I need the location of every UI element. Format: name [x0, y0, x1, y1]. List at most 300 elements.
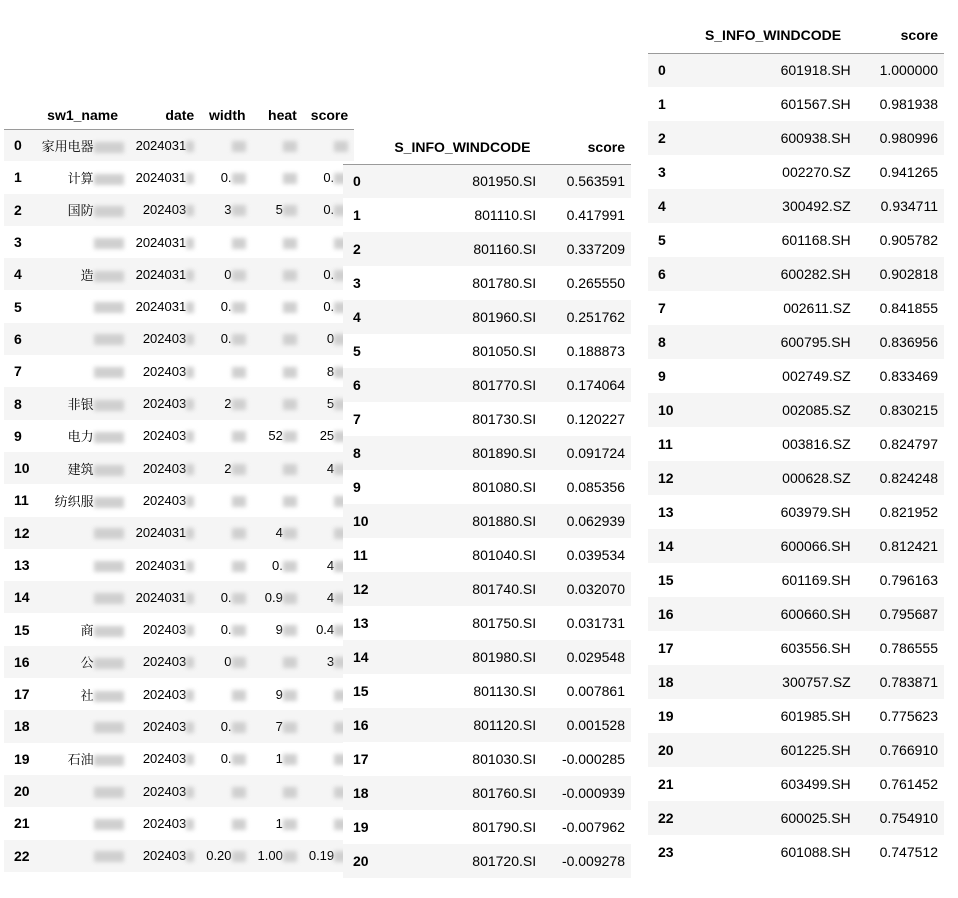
- row-index: 2: [353, 241, 361, 257]
- width-cell: 0.: [200, 161, 251, 193]
- redaction-mark: [186, 431, 194, 442]
- score-cell: 0.251762: [566, 309, 625, 325]
- score-cell: 0.563591: [566, 173, 625, 190]
- row-index: 14: [658, 538, 674, 554]
- windcode-cell: 801080.SI: [472, 479, 537, 495]
- table-row: [343, 640, 631, 674]
- table-row: [4, 226, 354, 258]
- redaction-mark: [232, 722, 246, 733]
- redaction-mark: [283, 238, 297, 249]
- heat-cell: 1: [252, 743, 303, 775]
- date-cell: 202403: [130, 775, 201, 807]
- width-cell: 0.: [200, 710, 251, 742]
- table-header-row: [343, 131, 631, 164]
- sector-name-cell: [36, 840, 130, 872]
- table-row: [343, 674, 631, 708]
- row-index: 9: [353, 479, 361, 495]
- width-cell: 0.: [200, 581, 251, 613]
- width-cell: 0.: [200, 290, 251, 322]
- sector-name-cell: 家用电器: [36, 129, 130, 161]
- row-index: 10: [353, 513, 369, 529]
- date-cell: 202403: [130, 355, 201, 387]
- redaction-mark: [94, 271, 124, 282]
- windcode-cell: 801740.SI: [472, 581, 537, 597]
- redaction-mark: [232, 205, 246, 216]
- row-index: 12: [658, 470, 674, 486]
- date-cell: 2024031: [130, 290, 201, 322]
- row-index: 22: [658, 810, 674, 826]
- heat-cell: 0.9: [252, 581, 303, 613]
- row-index: 15: [658, 572, 674, 588]
- windcode-cell: 801790.SI: [472, 819, 537, 835]
- redaction-mark: [94, 497, 124, 508]
- row-index: 19: [14, 750, 30, 767]
- table-row: [343, 776, 631, 810]
- row-index: 16: [14, 653, 30, 670]
- row-index: 8: [353, 445, 361, 461]
- table-row: [4, 161, 354, 193]
- score-cell: 0.4: [303, 613, 354, 645]
- redaction-mark: [94, 238, 124, 249]
- sector-name-cell: 商: [36, 613, 130, 645]
- date-cell: 202403: [130, 613, 201, 645]
- width-cell: 0.: [200, 323, 251, 355]
- table-header-row: [4, 101, 354, 129]
- score-cell: -0.007962: [561, 819, 625, 835]
- score-cell: 0.031731: [566, 615, 625, 631]
- width-cell: [200, 549, 251, 581]
- table-row: [343, 844, 631, 878]
- row-index: 4: [353, 309, 361, 325]
- redaction-mark: [94, 174, 124, 185]
- redaction-mark: [283, 625, 297, 636]
- score-cell: 0.001528: [566, 717, 625, 733]
- score-cell: 0.19: [303, 840, 354, 872]
- score-cell: 0.007861: [566, 683, 625, 699]
- sector-name-cell: [36, 226, 130, 258]
- date-header: date: [130, 101, 201, 129]
- score-cell: 4: [303, 581, 354, 613]
- date-cell: 202403: [130, 678, 201, 710]
- row-index: 9: [14, 427, 22, 444]
- redaction-mark: [283, 270, 297, 281]
- score-cell: 0.934711: [880, 198, 938, 214]
- redaction-mark: [94, 432, 124, 443]
- score-cell: 0.747512: [879, 844, 938, 860]
- date-cell: 2024031: [130, 129, 201, 161]
- table-row: [343, 266, 631, 300]
- redaction-mark: [232, 302, 246, 313]
- width-cell: [200, 355, 251, 387]
- row-index: 16: [658, 606, 674, 622]
- redaction-mark: [283, 593, 297, 604]
- score-cell: 0.766910: [879, 742, 938, 758]
- row-index: 4: [658, 198, 666, 214]
- redaction-mark: [94, 367, 124, 378]
- date-cell: 202403: [130, 387, 201, 419]
- redaction-mark: [94, 755, 124, 766]
- score-cell: 0.062939: [566, 513, 625, 529]
- score-cell: 0.824797: [879, 436, 938, 452]
- redaction-mark: [186, 334, 194, 345]
- windcode-cell: 801950.SI: [472, 173, 537, 190]
- score-cell: 0.032070: [566, 581, 625, 597]
- date-cell: 2024031: [130, 517, 201, 549]
- sw1-name-header: sw1_name: [36, 101, 130, 129]
- redaction-mark: [94, 691, 124, 702]
- redaction-mark: [94, 206, 124, 217]
- row-index: 5: [14, 298, 22, 315]
- redaction-mark: [232, 173, 246, 184]
- windcode-cell: 600025.SH: [780, 810, 851, 826]
- index-score-table: [343, 131, 631, 878]
- table-row: [343, 368, 631, 402]
- row-index: 20: [353, 853, 369, 869]
- index-header: [4, 101, 36, 129]
- table-row: [343, 742, 631, 776]
- redaction-mark: [94, 722, 124, 733]
- table-row: [343, 232, 631, 266]
- redaction-mark: [186, 561, 194, 572]
- redaction-mark: [186, 625, 194, 636]
- date-cell: 202403: [130, 646, 201, 678]
- score-cell: 0.029548: [566, 649, 625, 665]
- width-cell: 0: [200, 646, 251, 678]
- sector-name-cell: [36, 549, 130, 581]
- heat-cell: 5: [252, 194, 303, 226]
- heat-cell: 52: [252, 420, 303, 452]
- windcode-cell: 801130.SI: [473, 683, 537, 699]
- windcode-cell: 801960.SI: [472, 309, 537, 325]
- date-cell: 202403: [130, 420, 201, 452]
- table-row: [4, 549, 354, 581]
- table-row: [648, 223, 944, 257]
- score-cell: 0.174064: [566, 377, 625, 393]
- sector-name-cell: 社: [36, 678, 130, 710]
- redaction-mark: [232, 819, 246, 830]
- heat-cell: 1: [252, 807, 303, 839]
- row-index: 22: [14, 847, 30, 864]
- width-cell: [200, 129, 251, 161]
- redaction-mark: [94, 819, 124, 830]
- redaction-mark: [283, 819, 297, 830]
- heat-cell: 7: [252, 710, 303, 742]
- heat-cell: [252, 323, 303, 355]
- row-index: 17: [353, 751, 369, 767]
- table-row: [4, 323, 354, 355]
- table-row: [648, 597, 944, 631]
- table-row: [4, 517, 354, 549]
- table-row: [343, 334, 631, 368]
- row-index: 10: [658, 402, 674, 418]
- windcode-cell: 601088.SH: [780, 844, 851, 860]
- score-cell: 0.: [303, 290, 354, 322]
- score-cell: 0.: [303, 161, 354, 193]
- row-index: 21: [14, 815, 30, 832]
- sector-name-cell: 公: [36, 646, 130, 678]
- redaction-mark: [232, 367, 246, 378]
- row-index: 1: [14, 169, 22, 186]
- redaction-mark: [283, 561, 297, 572]
- row-index: 3: [353, 275, 361, 291]
- row-index: 3: [658, 164, 666, 180]
- score-cell: 0.821952: [879, 504, 938, 520]
- redaction-mark: [94, 465, 124, 476]
- score-cell: 0.824248: [879, 470, 938, 486]
- table-row: [648, 631, 944, 665]
- table-row: [343, 436, 631, 470]
- row-index: 5: [353, 343, 361, 359]
- table-row: [4, 613, 354, 645]
- row-index: 20: [658, 742, 674, 758]
- date-cell: 2024031: [130, 161, 201, 193]
- score-cell: 0.812421: [879, 538, 938, 554]
- table-row: [648, 359, 944, 393]
- windcode-cell: 601168.SH: [781, 232, 851, 248]
- heat-cell: [252, 387, 303, 419]
- table-row: [648, 563, 944, 597]
- redaction-mark: [283, 141, 297, 152]
- date-cell: 2024031: [130, 258, 201, 290]
- redaction-mark: [232, 787, 246, 798]
- sector-name-cell: [36, 355, 130, 387]
- redaction-mark: [186, 238, 194, 249]
- windcode-cell: 002085.SZ: [782, 402, 851, 418]
- date-cell: 202403: [130, 452, 201, 484]
- date-cell: 202403: [130, 710, 201, 742]
- redaction-mark: [94, 626, 124, 637]
- row-index: 19: [658, 708, 674, 724]
- sector-name-cell: 建筑: [36, 452, 130, 484]
- table-row: [4, 129, 354, 161]
- sector-name-cell: [36, 807, 130, 839]
- score-header: score: [546, 131, 631, 164]
- heat-cell: [252, 646, 303, 678]
- sector-name-cell: 国防: [36, 194, 130, 226]
- table-body: [4, 129, 354, 872]
- redaction-mark: [94, 658, 124, 669]
- row-index: 1: [658, 96, 666, 112]
- table-row: [343, 538, 631, 572]
- redaction-mark: [186, 754, 194, 765]
- width-cell: 0.: [200, 613, 251, 645]
- redaction-mark: [232, 270, 246, 281]
- redaction-mark: [232, 141, 246, 152]
- windcode-cell: 002749.SZ: [782, 368, 851, 384]
- score-cell: 4: [303, 549, 354, 581]
- table-row: [4, 646, 354, 678]
- redaction-mark: [283, 205, 297, 216]
- redaction-mark: [186, 205, 194, 216]
- score-cell: 0.902818: [879, 266, 938, 282]
- score-cell: 0.980996: [879, 130, 938, 146]
- windcode-header: S_INFO_WINDCODE: [685, 17, 860, 53]
- windcode-cell: 801040.SI: [472, 547, 537, 563]
- redaction-mark: [283, 657, 297, 668]
- heat-cell: [252, 484, 303, 516]
- table-row: [4, 678, 354, 710]
- row-index: 2: [658, 130, 666, 146]
- redaction-mark: [186, 528, 194, 539]
- width-cell: [200, 420, 251, 452]
- redaction-mark: [232, 464, 246, 475]
- redaction-mark: [283, 173, 297, 184]
- score-cell: -0.000285: [561, 751, 625, 767]
- redaction-mark: [283, 722, 297, 733]
- row-index: 8: [14, 395, 22, 412]
- row-index: 12: [14, 524, 30, 541]
- heat-cell: [252, 129, 303, 161]
- score-cell: 0.981938: [879, 96, 938, 112]
- table-row: [648, 495, 944, 529]
- row-index: 17: [658, 640, 674, 656]
- windcode-cell: 801030.SI: [472, 751, 537, 767]
- sector-name-cell: 造: [36, 258, 130, 290]
- table-row: [648, 835, 944, 869]
- score-cell: 0.836956: [879, 334, 938, 350]
- row-index: 0: [658, 62, 666, 79]
- table-row: [4, 581, 354, 613]
- row-index: 11: [658, 436, 673, 452]
- redaction-mark: [232, 399, 246, 410]
- redaction-mark: [232, 593, 246, 604]
- width-cell: [200, 517, 251, 549]
- row-index: 7: [14, 363, 22, 380]
- score-cell: 8: [303, 355, 354, 387]
- row-index: 10: [14, 460, 30, 477]
- heat-cell: 4: [252, 517, 303, 549]
- windcode-cell: 600066.SH: [780, 538, 851, 554]
- table-row: [4, 840, 354, 872]
- table-row: [4, 775, 354, 807]
- table-row: [343, 402, 631, 436]
- windcode-cell: 600938.SH: [780, 130, 851, 146]
- redaction-mark: [283, 399, 297, 410]
- redaction-mark: [94, 851, 124, 862]
- score-cell: 0: [303, 323, 354, 355]
- table-row: [648, 155, 944, 189]
- redaction-mark: [186, 722, 194, 733]
- table-row: [648, 665, 944, 699]
- sector-name-cell: [36, 775, 130, 807]
- redaction-mark: [232, 561, 246, 572]
- score-cell: 0.783871: [879, 674, 938, 690]
- score-cell: 0.091724: [566, 445, 625, 461]
- sector-name-cell: [36, 581, 130, 613]
- row-index: 17: [14, 686, 30, 703]
- heat-cell: [252, 775, 303, 807]
- sector-name-cell: 石油: [36, 743, 130, 775]
- table-row: [648, 461, 944, 495]
- width-cell: 2: [200, 452, 251, 484]
- row-index: 11: [14, 492, 29, 509]
- windcode-cell: 801780.SI: [472, 275, 537, 291]
- redaction-mark: [186, 141, 194, 152]
- width-cell: [200, 226, 251, 258]
- redaction-mark: [283, 302, 297, 313]
- heat-cell: [252, 452, 303, 484]
- table-body: [343, 164, 631, 878]
- redaction-mark: [283, 334, 297, 345]
- table-row: [648, 257, 944, 291]
- windcode-cell: 603556.SH: [780, 640, 851, 656]
- row-index: 4: [14, 266, 22, 283]
- heat-cell: [252, 355, 303, 387]
- row-index: 3: [14, 234, 22, 251]
- windcode-cell: 601169.SH: [781, 572, 851, 588]
- table-row: [648, 291, 944, 325]
- width-cell: [200, 775, 251, 807]
- table-row: [343, 810, 631, 844]
- width-cell: 3: [200, 194, 251, 226]
- score-cell: 0.796163: [879, 572, 938, 588]
- windcode-cell: 801760.SI: [472, 785, 537, 801]
- redaction-mark: [94, 528, 124, 539]
- windcode-cell: 801720.SI: [472, 853, 537, 869]
- table-row: [4, 743, 354, 775]
- redaction-mark: [94, 593, 124, 604]
- redaction-mark: [232, 334, 246, 345]
- table-row: [4, 194, 354, 226]
- redaction-mark: [186, 270, 194, 281]
- table-row: [4, 484, 354, 516]
- score-cell: 0.: [303, 258, 354, 290]
- score-cell: 0.085356: [566, 479, 625, 495]
- redaction-mark: [283, 754, 297, 765]
- windcode-cell: 600282.SH: [780, 266, 851, 282]
- windcode-cell: 601567.SH: [780, 96, 851, 112]
- row-index: 0: [353, 173, 361, 190]
- index-header: [343, 131, 379, 164]
- row-index: 14: [353, 649, 369, 665]
- redaction-mark: [232, 528, 246, 539]
- date-cell: 202403: [130, 323, 201, 355]
- score-cell: 0.417991: [566, 207, 625, 223]
- windcode-header: S_INFO_WINDCODE: [379, 131, 546, 164]
- row-index: 18: [658, 674, 674, 690]
- row-index: 23: [658, 844, 674, 860]
- score-cell: 4: [303, 452, 354, 484]
- redaction-mark: [186, 399, 194, 410]
- row-index: 7: [658, 300, 666, 316]
- row-index: 13: [658, 504, 674, 520]
- table-row: [648, 801, 944, 835]
- redaction-mark: [186, 496, 194, 507]
- redaction-mark: [283, 431, 297, 442]
- row-index: 14: [14, 589, 30, 606]
- heat-cell: [252, 258, 303, 290]
- score-cell: -0.000939: [561, 785, 625, 801]
- heat-cell: 9: [252, 678, 303, 710]
- redaction-mark: [283, 496, 297, 507]
- width-cell: [200, 807, 251, 839]
- table-row: [343, 606, 631, 640]
- redaction-mark: [186, 464, 194, 475]
- windcode-cell: 601985.SH: [780, 708, 851, 724]
- redaction-mark: [283, 367, 297, 378]
- table-row: [343, 198, 631, 232]
- redaction-mark: [232, 238, 246, 249]
- row-index: 12: [353, 581, 369, 597]
- table-row: [343, 470, 631, 504]
- width-cell: [200, 678, 251, 710]
- redaction-mark: [232, 851, 246, 862]
- score-cell: 0.786555: [879, 640, 938, 656]
- row-index: 6: [14, 330, 22, 347]
- row-index: 7: [353, 411, 361, 427]
- row-index: 15: [353, 683, 369, 699]
- redaction-mark: [283, 464, 297, 475]
